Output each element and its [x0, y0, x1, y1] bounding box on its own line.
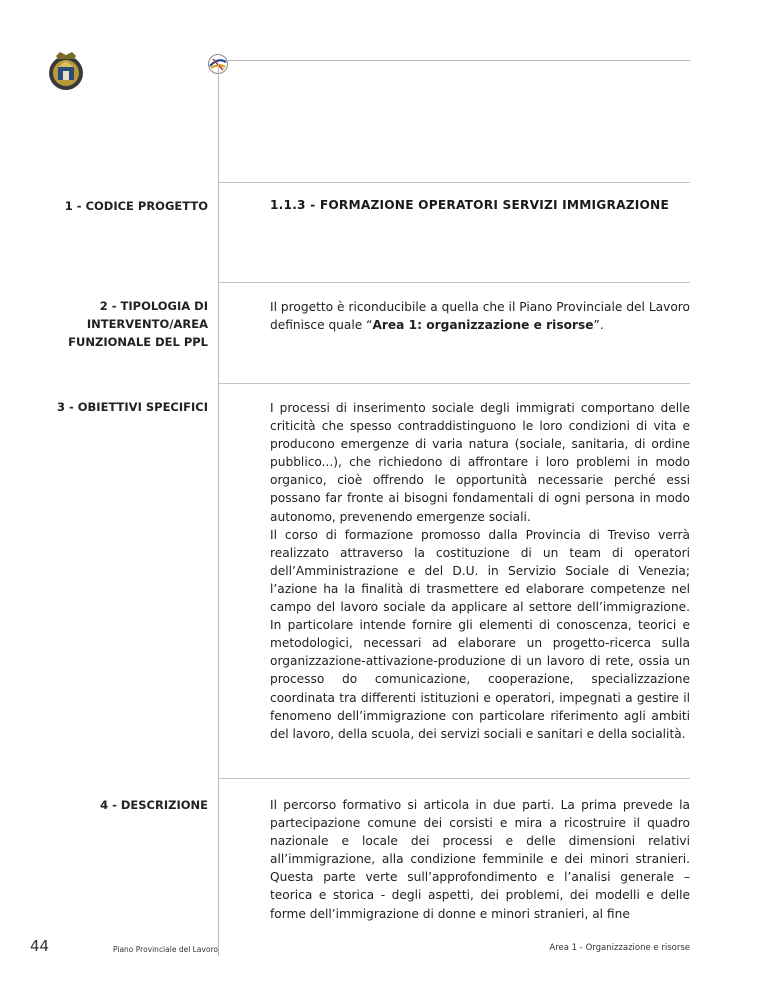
section-separator [218, 778, 690, 779]
paragraph: Il corso di formazione promosso dalla Provincia di Treviso verrà realizzato attraverso la costituzione di un team di operatori dell’Amministrazione e del D.U. in Servizio Sociale di Venezia; l’azione ha la finalità di trasmettere ed elaborare competenze nel campo del lavoro sociale da applicare al settore dell’immigrazione. In particolare intende fornire gli elementi di conoscenza, teorici e metodologici, necessari ad elaborare un progetto-ricerca sulla organizzazione-attivazione-produzione di un lavoro di rete, ossia un processo do comunicazione, cooperazione, specializzazione coordinata tra differenti istituzioni e operatori, impegnati a gestire il fenomeno dell’immigrazione con particolare riferimento agli ambiti del lavoro, della scuola, dei servizi sociali e sanitari e della socialità. [270, 527, 690, 741]
section-label-obiettivi: 3 - OBIETTIVI SPECIFICI [56, 400, 208, 414]
coat-of-arms-icon [46, 50, 86, 92]
area-highlight: Area 1: organizzazione e risorse [372, 318, 594, 333]
section-separator [218, 182, 690, 183]
paragraph: Il percorso formativo si articola in due parti. La prima prevede la partecipazione comune dei corsisti e mira a ricostruire il quadro nazionale e locale dei processi e delle dimensioni relativi all’immigrazione, alla condizione femminile e dei minori stranieri. Questa parte verte sull’approfondimento e l’analisi generale – teorica e storica - degli aspetti, dei problemi, dei modelli e delle forme dell’immigrazione di donne e minori stranieri, al fine [270, 798, 690, 921]
section-separator [218, 282, 690, 283]
footer-left-text: Piano Provinciale del Lavoro [113, 945, 218, 954]
header-rule [228, 60, 690, 61]
section-label-tipologia: 2 - TIPOLOGIA DI INTERVENTO/AREA FUNZIONALE DEL PPL [68, 299, 208, 349]
project-title: 1.1.3 - FORMAZIONE OPERATORI SERVIZI IMMIGRAZIONE [270, 198, 669, 212]
descrizione-text [270, 796, 690, 923]
section-separator [218, 383, 690, 384]
footer-right-text: Area 1 - Organizzazione e risorse [549, 943, 690, 953]
section-label-codice-progetto: 1 - CODICE PROGETTO [64, 199, 208, 213]
tipologia-text: Il progetto è riconducibile a quella che il Piano Provinciale del Lavoro definisce quale “Area 1: organizzazione e risorse”. [270, 300, 690, 333]
section-label-descrizione: 4 - DESCRIZIONE [100, 798, 208, 812]
obiettivi-text [270, 399, 690, 743]
column-divider [218, 64, 219, 956]
page-number: 44 [30, 937, 50, 955]
paragraph: I processi di inserimento sociale degli immigrati comportano delle criticità che spesso contraddistinguono le loro condizioni di vita e producono emergenze di varia natura (sociale, sanitaria, di ordine pubblico...), che richiedono di affrontare i loro problemi in modo organico, cioè offrendo le opportunità necessarie perché essi possano far fronte ai bisogni fondamentali di ogni persona in modo autonomo, prevenendo emergenze sociali. [270, 401, 690, 524]
